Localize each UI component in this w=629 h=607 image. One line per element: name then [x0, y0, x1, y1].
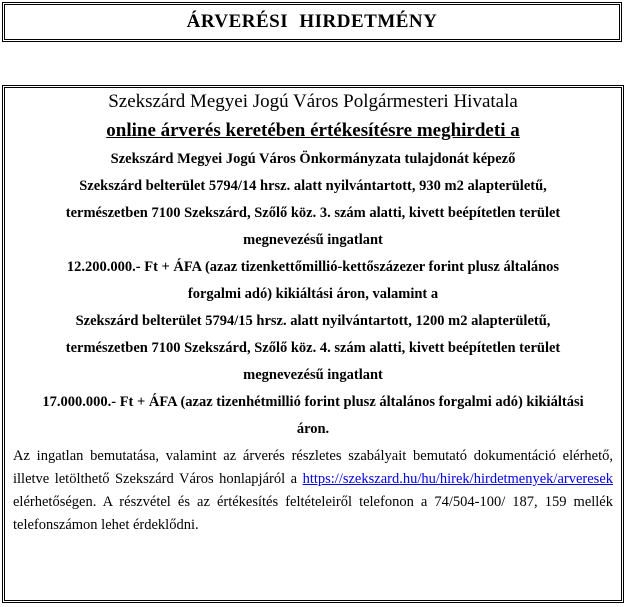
auction-page-link[interactable]: https://szekszard.hu/hu/hirek/hirdetmenyek/arveresek — [302, 471, 614, 487]
announcement-body — [2, 85, 624, 603]
info-paragraph — [13, 445, 613, 537]
owner-line: Szekszárd Megyei Jogú Város Önkormányzata tulajdonát képező — [110, 151, 516, 167]
property1-price-line1: 12.200.000.- Ft + ÁFA (azaz tizenkettőmillió-kettőszázezer forint plusz általános — [66, 259, 560, 275]
property2-line3: megnevezésű ingatlant — [243, 367, 383, 383]
property1-line2: természetben 7100 Szekszárd, Szőlő köz. 3. szám alatti, kivett beépítetlen terület — [65, 205, 561, 221]
title-box — [2, 2, 622, 42]
property2-line2: természetben 7100 Szekszárd, Szőlő köz. 4. szám alatti, kivett beépítetlen terület — [65, 340, 561, 356]
property2-line1: Szekszárd belterület 5794/15 hrsz. alatt nyilvántartott, 1200 m2 alapterületű, — [75, 313, 551, 329]
property1-price-line2: forgalmi adó) kikiáltási áron, valamint a — [187, 286, 439, 302]
property2-price-line1: 17.000.000.- Ft + ÁFA (azaz tizenhétmillió forint plusz általános forgalmi adó) kikiáltási — [42, 394, 584, 410]
info-text-before-link: Az ingatlan bemutatása, valamint az árverés részletes szabályait bemutató dokumentáció elérhető, illetve letölthető Szekszárd Város honlapjáról a — [13, 448, 613, 487]
info-text-after-link: elérhetőségen. A részvétel és az értékesítés feltételeiről telefonon a 74/504-100/ 187, 159 mellék telefonszámon lehet érdeklődni. — [13, 494, 613, 533]
announcement-title: ÁRVERÉSI HIRDETMÉNY — [186, 11, 438, 32]
property1-line1: Szekszárd belterület 5794/14 hrsz. alatt nyilvántartott, 930 m2 alapterületű, — [79, 178, 547, 194]
office-name: Szekszárd Megyei Jogú Város Polgármesteri Hivatala — [108, 91, 518, 112]
property1-line3: megnevezésű ingatlant — [243, 232, 383, 248]
subheading: online árverés keretében értékesítésre meghirdeti a — [106, 120, 520, 141]
property2-price-line2: áron. — [296, 421, 330, 437]
